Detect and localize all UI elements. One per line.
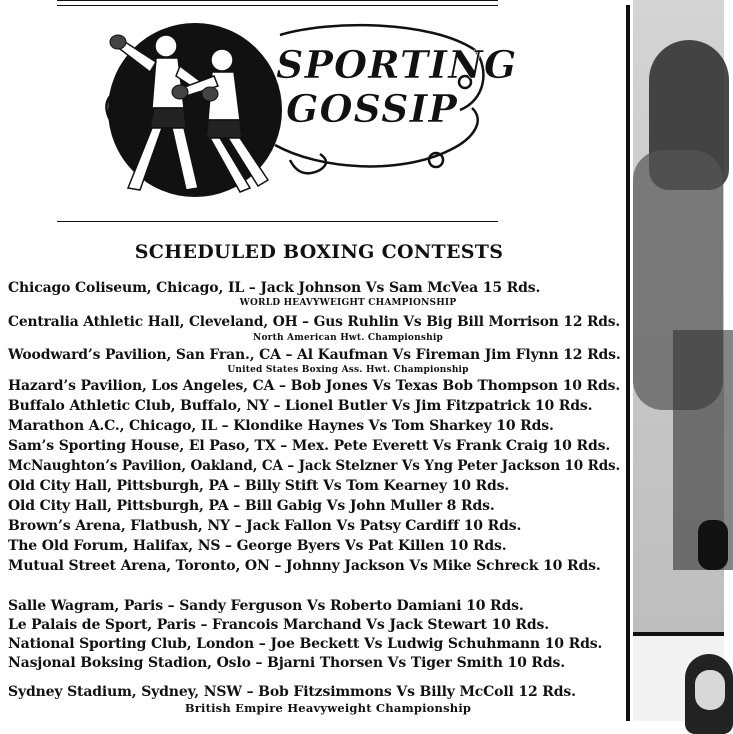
contest-line: Nasjonal Boksing Stadion, Oslo – Bjarni Thorsen Vs Tiger Smith 10 Rds. [8, 655, 565, 671]
contest-line: Mutual Street Arena, Toronto, ON – Johnny Jackson Vs Mike Schreck 10 Rds. [8, 558, 601, 574]
contest-note: WORLD HEAVYWEIGHT CHAMPIONSHIP [239, 298, 457, 308]
contest-line: Salle Wagram, Paris – Sandy Ferguson Vs Roberto Damiani 10 Rds. [8, 598, 524, 614]
contest-line: Old City Hall, Pittsburgh, PA – Billy Stift Vs Tom Kearney 10 Rds. [8, 478, 510, 494]
boxer-photo [633, 0, 724, 632]
top-rule-inner [57, 5, 498, 6]
masthead-word-1: SPORTING [276, 42, 518, 87]
contest-note: British Empire Heavyweight Championship [184, 701, 472, 715]
column-divider [626, 5, 630, 721]
contest-line: Brown’s Arena, Flatbush, NY – Jack Fallon Vs Patsy Cardiff 10 Rds. [8, 518, 522, 534]
contest-line: Marathon A.C., Chicago, IL – Klondike Haynes Vs Tom Sharkey 10 Rds. [8, 418, 554, 434]
sporting-gossip-masthead [100, 10, 518, 215]
contest-line: Sam’s Sporting House, El Paso, TX – Mex. Pete Everett Vs Frank Craig 10 Rds. [8, 438, 611, 454]
contest-line: Centralia Athletic Hall, Cleveland, OH – Gus Ruhlin Vs Big Bill Morrison 12 Rds. [8, 314, 621, 330]
boxer-portrait-photo [633, 636, 724, 721]
contest-line: Sydney Stadium, Sydney, NSW – Bob Fitzsimmons Vs Billy McColl 12 Rds. [8, 684, 576, 700]
contest-line: Old City Hall, Pittsburgh, PA – Bill Gabig Vs John Muller 8 Rds. [8, 498, 495, 514]
masthead-word-2: GOSSIP [286, 86, 458, 131]
section-heading: SCHEDULED BOXING CONTESTS [134, 241, 504, 263]
contest-note: United States Boxing Ass. Hwt. Championship [227, 365, 469, 375]
masthead-bottom-rule [57, 221, 498, 222]
contest-note: North American Hwt. Championship [253, 333, 443, 343]
contest-line: McNaughton’s Pavilion, Oakland, CA – Jack Stelzner Vs Yng Peter Jackson 10 Rds. [8, 458, 621, 474]
contest-line: Le Palais de Sport, Paris – Francois Marchand Vs Jack Stewart 10 Rds. [8, 617, 549, 633]
top-rule [57, 0, 498, 1]
contest-line: Buffalo Athletic Club, Buffalo, NY – Lionel Butler Vs Jim Fitzpatrick 10 Rds. [8, 398, 593, 414]
contest-line: The Old Forum, Halifax, NS – George Byers Vs Pat Killen 10 Rds. [8, 538, 507, 554]
contest-line: Woodward’s Pavilion, San Fran., CA – Al Kaufman Vs Fireman Jim Flynn 12 Rds. [8, 347, 621, 363]
contest-line: Chicago Coliseum, Chicago, IL – Jack Johnson Vs Sam McVea 15 Rds. [8, 280, 541, 296]
contest-line: National Sporting Club, London – Joe Beckett Vs Ludwig Schuhmann 10 Rds. [8, 636, 603, 652]
contest-line: Hazard’s Pavilion, Los Angeles, CA – Bob Jones Vs Texas Bob Thompson 10 Rds. [8, 378, 621, 394]
